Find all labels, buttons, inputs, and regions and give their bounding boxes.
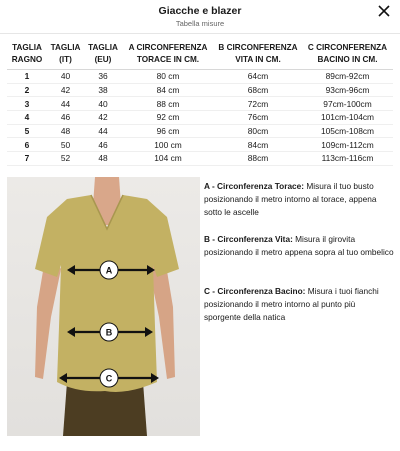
table-cell: 4 — [7, 111, 47, 125]
table-row — [7, 111, 393, 125]
table-cell: 97cm-100cm — [302, 97, 393, 111]
measure-c-label: C — [105, 373, 113, 384]
table-cell: 5 — [7, 124, 47, 138]
size-table — [7, 39, 393, 166]
table-cell: 93cm-96cm — [302, 83, 393, 97]
table-cell: 113cm-116cm — [302, 152, 393, 166]
table-cell: 44 — [84, 124, 122, 138]
table-row — [7, 152, 393, 166]
table-cell: 96 cm — [122, 124, 214, 138]
table-cell: 1 — [7, 70, 47, 84]
table-cell: 2 — [7, 83, 47, 97]
table-cell: 42 — [47, 83, 84, 97]
table-cell: 105cm-108cm — [302, 124, 393, 138]
table-cell: 84cm — [214, 138, 302, 152]
table-cell: 76cm — [214, 111, 302, 125]
table-cell: 92 cm — [122, 111, 214, 125]
table-cell: 44 — [47, 97, 84, 111]
description-a-text: Misura il tuo busto posizionando il metro intorno al torace, appena sotto le ascelle — [204, 181, 377, 217]
size-table-body — [7, 70, 393, 166]
modal-title: Giacche e blazer — [158, 5, 242, 17]
table-cell: 100 cm — [122, 138, 214, 152]
description-c-title: C - Circonferenza Bacino: — [204, 286, 306, 296]
table-cell: 104 cm — [122, 152, 214, 166]
table-cell: 72cm — [214, 97, 302, 111]
table-cell: 3 — [7, 97, 47, 111]
description-b-text: Misura il girovita posizionando il metro appena sopra al tuo ombelico — [204, 234, 394, 257]
table-cell: 42 — [84, 111, 122, 125]
table-cell: 46 — [47, 111, 84, 125]
table-cell: 7 — [7, 152, 47, 166]
table-row — [7, 70, 393, 84]
table-cell: 48 — [84, 152, 122, 166]
table-cell: 52 — [47, 152, 84, 166]
column-header: A CIRCONFERENZA TORACE IN CM. — [122, 39, 214, 70]
modal-subtitle: Tabella misure — [175, 19, 225, 28]
table-cell: 88cm — [214, 152, 302, 166]
table-cell: 6 — [7, 138, 47, 152]
description-a-title: A - Circonferenza Torace: — [204, 181, 305, 191]
table-cell: 68cm — [214, 83, 302, 97]
description-b-title: B - Circonferenza Vita: — [204, 234, 293, 244]
model-photo — [7, 177, 200, 436]
description-c-text: Misura i tuoi fianchi posizionando il metro intorno al punto più sporgente della natica — [204, 286, 379, 322]
table-row — [7, 97, 393, 111]
table-cell: 50 — [47, 138, 84, 152]
description-b — [204, 233, 394, 259]
measure-a-label: A — [105, 265, 113, 276]
table-cell: 80 cm — [122, 70, 214, 84]
column-header: TAGLIA (IT) — [47, 39, 84, 70]
table-cell: 88 cm — [122, 97, 214, 111]
table-cell: 80cm — [214, 124, 302, 138]
size-table-header — [7, 39, 393, 70]
table-cell: 64cm — [214, 70, 302, 84]
modal-header — [0, 0, 400, 34]
column-header: TAGLIA RAGNO — [7, 39, 47, 70]
table-cell: 48 — [47, 124, 84, 138]
column-header: TAGLIA (EU) — [84, 39, 122, 70]
measure-b-label: B — [105, 327, 113, 338]
table-cell: 84 cm — [122, 83, 214, 97]
table-cell: 46 — [84, 138, 122, 152]
close-icon[interactable] — [375, 2, 393, 20]
table-row — [7, 124, 393, 138]
table-row — [7, 138, 393, 152]
description-a — [204, 180, 394, 219]
table-cell: 36 — [84, 70, 122, 84]
table-cell: 101cm-104cm — [302, 111, 393, 125]
column-header: C CIRCONFERENZA BACINO IN CM. — [302, 39, 393, 70]
table-cell: 40 — [84, 97, 122, 111]
table-cell: 89cm-92cm — [302, 70, 393, 84]
column-header: B CIRCONFERENZA VITA IN CM. — [214, 39, 302, 70]
table-cell: 109cm-112cm — [302, 138, 393, 152]
description-c — [204, 285, 394, 324]
table-row — [7, 83, 393, 97]
table-cell: 38 — [84, 83, 122, 97]
table-cell: 40 — [47, 70, 84, 84]
